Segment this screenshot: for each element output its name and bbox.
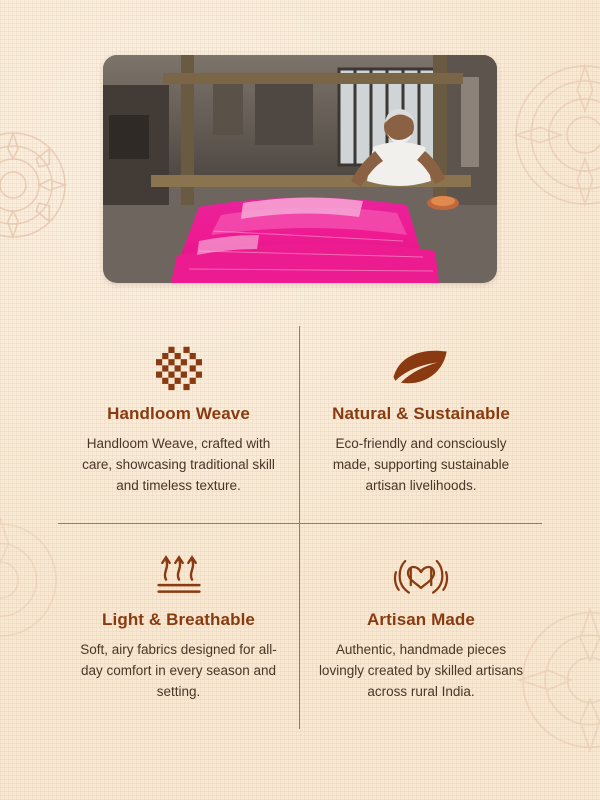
handloom-scene-illustration	[103, 55, 497, 283]
breathable-arrows-icon	[74, 546, 283, 602]
feature-card-artisan-made	[300, 524, 542, 729]
feature-card-natural-sustainable	[300, 326, 542, 524]
feature-card-light-breathable	[58, 524, 300, 729]
hands-heart-icon	[316, 546, 526, 602]
feature-card-handloom-weave	[58, 326, 300, 524]
leaf-icon	[316, 340, 526, 396]
handloom-weaver-photo	[103, 55, 497, 283]
feature-title: Natural & Sustainable	[332, 404, 510, 423]
feature-description: Eco-friendly and consciously made, supporting sustainable artisan livelihoods.	[332, 436, 510, 493]
feature-description: Authentic, handmade pieces lovingly created by skilled artisans across rural India.	[318, 641, 524, 699]
feature-title: Light & Breathable	[102, 609, 255, 629]
handloom-knot-icon	[74, 340, 283, 396]
feature-description: Handloom Weave, crafted with care, showcasing traditional skill and timeless texture.	[82, 436, 275, 493]
feature-grid	[58, 326, 542, 729]
feature-description: Soft, airy fabrics designed for all-day comfort in every season and setting.	[80, 641, 277, 699]
feature-title: Artisan Made	[367, 609, 475, 629]
feature-title: Handloom Weave	[107, 404, 250, 423]
